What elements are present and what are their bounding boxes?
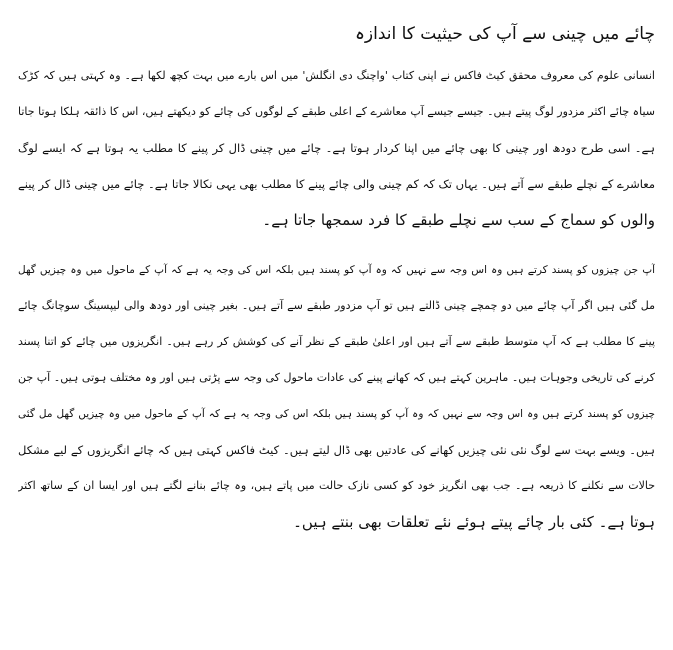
paragraph-line: ہیں۔ ویسے بہت سے لوگ نئی نئی چیزیں کھانے کی عادتیں بھی ڈال لیتے ہیں۔ کیٹ فاکس کہتی ہیں کہ چائے انگریزوں کے لیے مشکل <box>18 443 655 457</box>
article-title: چائے میں چینی سے آپ کی حیثیت کا اندازہ <box>354 24 655 44</box>
paragraph-line: معاشرے کے نچلے طبقے سے آتے ہیں۔ یہاں تک کہ کم چینی والی چائے پینے کا مطلب بھی یہی نکالا جاتا ہے۔ چائے میں چینی ڈال کر پینے <box>18 177 655 191</box>
paragraph-line: حالات سے نکلنے کا ذریعہ ہے۔ جب بھی انگریز خود کو کسی نازک حالت میں پاتے ہیں، وہ چائے بنانے لگتے ہیں اور ایسا ان کے ساتھ اکثر <box>18 479 655 492</box>
paragraph-line: والوں کو سماج کے سب سے نچلے طبقے کا فرد سمجھا جاتا ہے۔ <box>262 211 655 229</box>
paragraph-line: کرنے کی تاریخی وجوہات ہیں۔ ماہرین کہتے ہیں کہ کھانے پینے کی عادات ماحول کی وجہ سے پڑتی ہیں اور وہ مختلف ہوتی ہیں۔ آپ جن <box>18 371 655 384</box>
paragraph-line: سیاہ چائے اکثر مزدور لوگ پیتے ہیں۔ جیسے جیسے آپ معاشرے کے اعلی طبقے کے لوگوں کی چائے کو دیکھتے ہیں، اس کا ذائقہ ہلکا ہوتا جاتا <box>18 105 655 118</box>
paragraph-line: انسانی علوم کی معروف محقق کیٹ فاکس نے اپنی کتاب 'واچنگ دی انگلش' میں اس بارے میں بہت کچھ لکھا ہے۔ وہ کہتی ہیں کہ کڑک <box>18 69 655 82</box>
paragraph-line: آپ جن چیزوں کو پسند کرتے ہیں وہ اس وجہ سے نہیں کہ وہ آپ کو پسند ہیں بلکہ اس کی وجہ یہ ہے کہ آپ کے ماحول میں وہ چیزیں گھل <box>18 264 655 276</box>
paragraph-line: ہے۔ اسی طرح دودھ اور چینی کا بھی چائے میں اپنا کردار ہوتا ہے۔ چائے میں چینی ڈال کر پینے کا مطلب یہ ہوتا ہے کہ ایسے لوگ <box>18 141 655 155</box>
article-paragraph-1 <box>18 58 655 238</box>
article-paragraph-2 <box>18 252 655 540</box>
paragraph-line: ہوتا ہے۔ کئی بار چائے پیتے ہوئے نئے تعلقات بھی بنتے ہیں۔ <box>293 513 655 531</box>
paragraph-spacer <box>18 238 655 252</box>
paragraph-line: مل گئی ہیں اگر آپ چائے میں دو چمچے چینی ڈالتے ہیں تو آپ مزدور طبقے سے آتے ہیں۔ بغیر چینی اور دودھ والی لیپسینگ سوچانگ چائے <box>18 299 655 312</box>
paragraph-line: چیزوں کو پسند کرتے ہیں وہ اس وجہ سے نہیں کہ وہ آپ کو پسند ہیں بلکہ اس کی وجہ یہ ہے کہ آپ کے ماحول میں وہ چیزیں گھل مل گئی <box>18 408 655 420</box>
paragraph-line: پینے کا مطلب ہے کہ آپ متوسط طبقے سے آتے ہیں اور اعلیٰ طبقے کے نظر آنے کی کوشش کر رہے ہیں۔ انگریزوں میں چائے کو اتنا پسند <box>18 335 655 348</box>
